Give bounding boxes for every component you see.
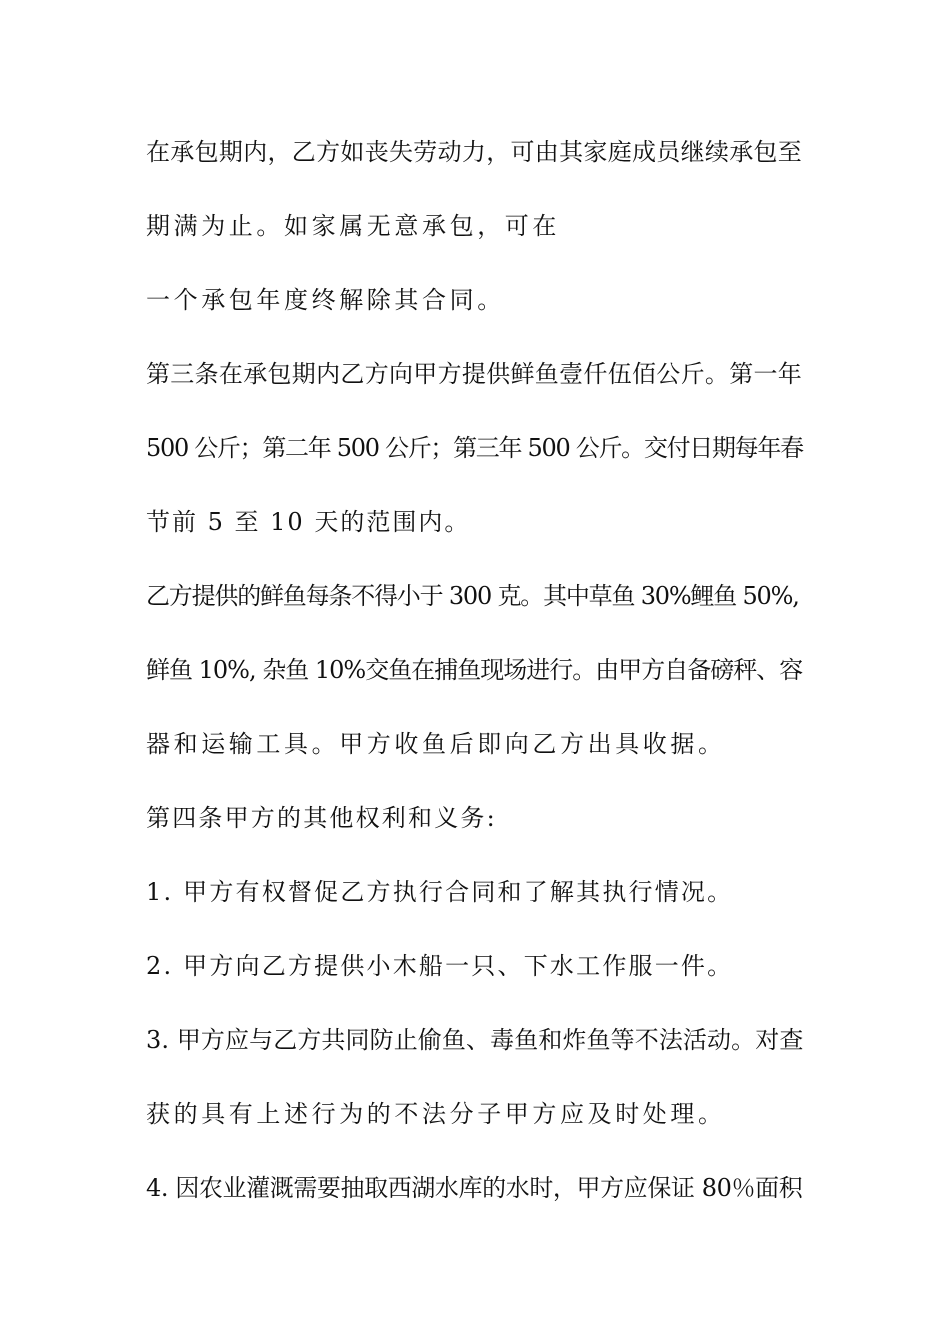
text-line-12: 2. 甲方向乙方提供小木船一只、下水工作服一件。 <box>146 952 734 980</box>
text-line-8: 鲜鱼 10%, 杂鱼 10%交鱼在捕鱼现场进行。由甲方自备磅秤、容 <box>146 656 803 684</box>
text-line-10: 第四条甲方的其他权利和义务: <box>146 804 497 832</box>
text-line-15: 4. 因农业灌溉需要抽取西湖水库的水时，甲方应保证 80％面积 <box>146 1174 803 1202</box>
text-line-5: 500 公斤；第二年 500 公斤；第三年 500 公斤。交付日期每年春 <box>146 434 803 462</box>
text-line-3: 一个承包年度终解除其合同。 <box>146 286 505 314</box>
text-line-14: 获的具有上述行为的不法分子甲方应及时处理。 <box>146 1100 726 1128</box>
text-line-9: 器和运输工具。甲方收鱼后即向乙方出具收据。 <box>146 730 726 758</box>
text-line-7: 乙方提供的鲜鱼每条不得小于 300 克。其中草鱼 30%鲤鱼 50%, <box>146 582 799 610</box>
text-line-2: 期满为止。如家属无意承包，可在 <box>146 212 560 240</box>
text-line-4: 第三条在承包期内乙方向甲方提供鲜鱼壹仟伍佰公斤。第一年 <box>146 360 803 388</box>
text-line-13: 3. 甲方应与乙方共同防止偷鱼、毒鱼和炸鱼等不法活动。对查 <box>146 1026 804 1054</box>
text-line-6: 节前 5 至 10 天的范围内。 <box>146 508 471 536</box>
text-line-1: 在承包期内，乙方如丧失劳动力，可由其家庭成员继续承包至 <box>146 138 803 166</box>
text-line-11: 1. 甲方有权督促乙方执行合同和了解其执行情况。 <box>146 878 734 906</box>
